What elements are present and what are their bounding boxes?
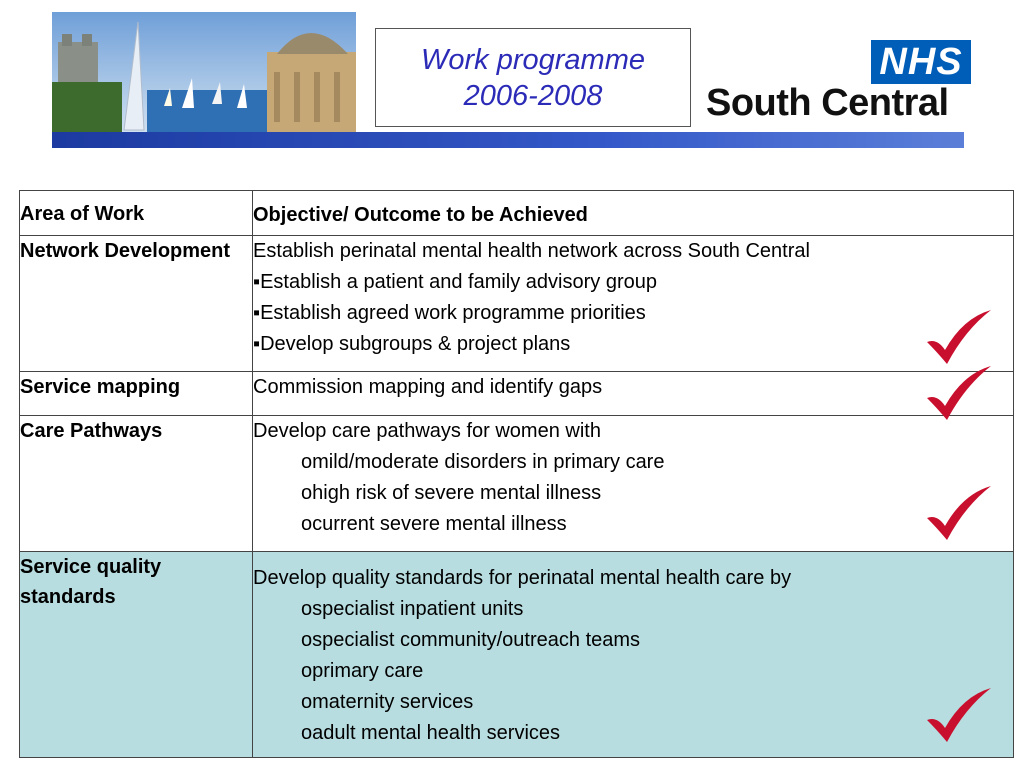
list-item-text: Develop subgroups & project plans (260, 333, 571, 355)
header-photo-collage (52, 12, 356, 132)
header-divider-bar (52, 132, 964, 148)
circle-bullet-icon: o (301, 722, 313, 744)
list-item-text: adult mental health services (312, 722, 561, 744)
area-cell: Care Pathways (20, 416, 253, 552)
list-item-text: specialist community/outreach teams (312, 629, 641, 651)
circle-bullet-icon: o (301, 598, 313, 620)
title-line-2: 2006-2008 (463, 79, 603, 112)
list-item (253, 718, 1013, 749)
objective-lead: Commission mapping and identify gaps (253, 376, 603, 398)
objective-lead: Establish perinatal mental health network across South Central (253, 240, 810, 262)
objective-cell (253, 372, 1014, 416)
square-bullet-icon: ▪ (253, 271, 261, 293)
list-item (253, 267, 1013, 298)
list-item-text: Establish a patient and family advisory group (260, 271, 657, 293)
list-item-text: mild/moderate disorders in primary care (312, 451, 665, 473)
list-item (253, 687, 1013, 718)
circle-bullet-icon: o (301, 660, 313, 682)
nhs-logo-region: South Central (706, 82, 949, 124)
list-item (253, 447, 1013, 478)
list-item (253, 656, 1013, 687)
list-item (253, 594, 1013, 625)
work-programme-table (19, 190, 1014, 758)
objective-cell (253, 416, 1014, 552)
objective-lead: Develop care pathways for women with (253, 420, 601, 442)
square-bullet-icon: ▪ (253, 302, 261, 324)
slide-title (375, 28, 691, 127)
area-cell: Service quality standards (20, 552, 253, 758)
area-cell: Service mapping (20, 372, 253, 416)
list-item-text: high risk of severe mental illness (312, 482, 602, 504)
checkmark-icon (923, 686, 995, 746)
objective-lead: Develop quality standards for perinatal mental health care by (253, 567, 792, 589)
header-cell-area: Area of Work (20, 191, 253, 236)
table-header-row (20, 191, 1014, 236)
square-bullet-icon: ▪ (253, 333, 261, 355)
table-row-highlighted (20, 552, 1014, 758)
table-row (20, 416, 1014, 552)
list-item (253, 298, 1013, 329)
list-item-text: primary care (312, 660, 424, 682)
list-item-text: current severe mental illness (312, 513, 567, 535)
circle-bullet-icon: o (301, 691, 313, 713)
table-row (20, 372, 1014, 416)
table-row (20, 236, 1014, 372)
circle-bullet-icon: o (301, 451, 313, 473)
objective-cell (253, 236, 1014, 372)
checkmark-icon (923, 484, 995, 544)
nhs-logo-mark: NHS (871, 40, 971, 84)
list-item (253, 509, 1013, 540)
list-item (253, 625, 1013, 656)
list-item-text: maternity services (312, 691, 474, 713)
circle-bullet-icon: o (301, 482, 313, 504)
list-item-text: specialist inpatient units (312, 598, 524, 620)
list-item-text: Establish agreed work programme priorities (260, 302, 646, 324)
header-cell-objective: Objective/ Outcome to be Achieved (253, 191, 1014, 236)
circle-bullet-icon: o (301, 513, 313, 535)
circle-bullet-icon: o (301, 629, 313, 651)
title-line-1: Work programme (421, 43, 645, 76)
area-cell: Network Development (20, 236, 253, 372)
list-item (253, 329, 1013, 360)
objective-cell (253, 552, 1014, 758)
nhs-logo (706, 40, 971, 130)
list-item (253, 478, 1013, 509)
checkmark-icon (923, 308, 995, 368)
